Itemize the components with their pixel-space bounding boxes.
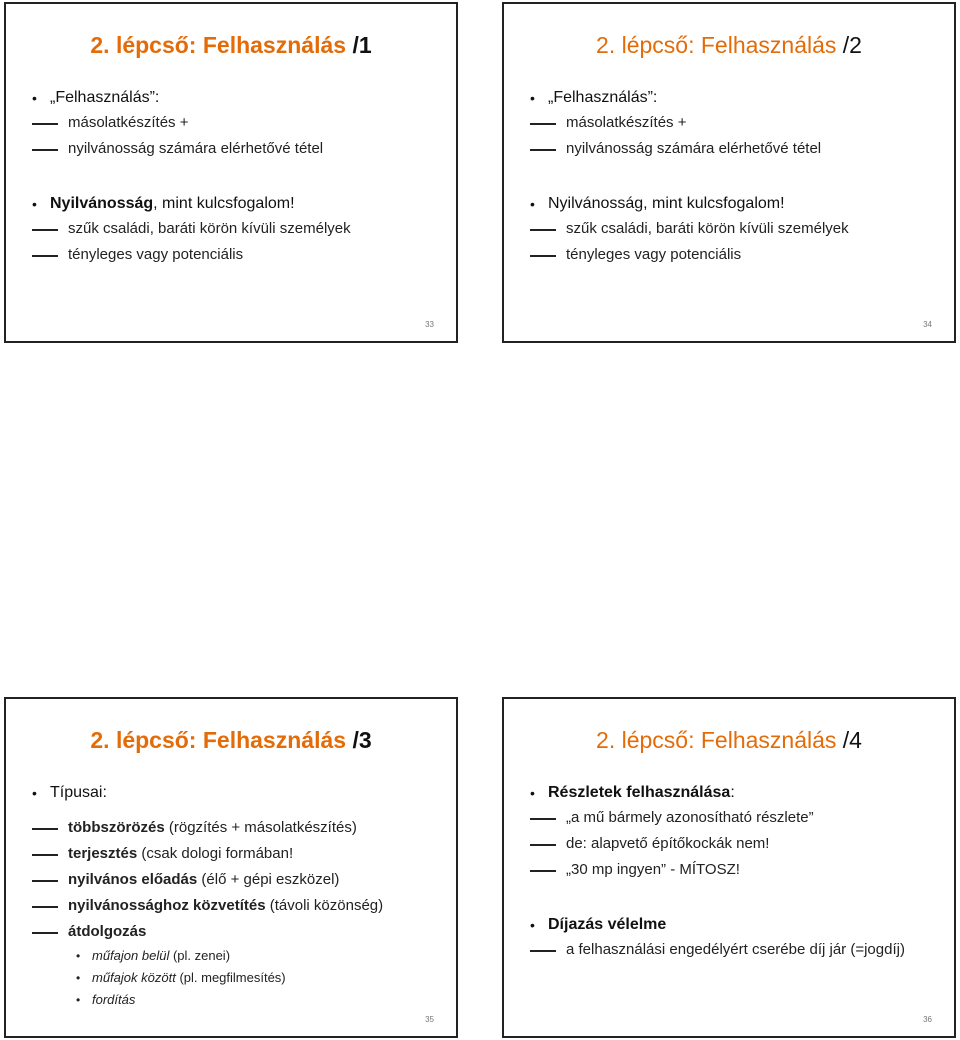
slide-body	[32, 86, 448, 268]
bullet-bold-text: Részletek felhasználása	[548, 784, 731, 801]
sub-bullet: „30 mp ingyen” - MÍTOSZ!	[530, 857, 946, 883]
slide-34	[502, 2, 956, 343]
bullet: • Nyilvánosság, mint kulcsfogalom!	[530, 192, 946, 216]
term-note: (rögzítés + másolatkészítés)	[164, 819, 357, 836]
term: nyilvánossághoz közvetítés	[68, 897, 266, 914]
subtype-note: fordítás	[92, 992, 136, 1007]
term-note: (élő + gépi eszközel)	[197, 871, 340, 888]
bullet	[32, 192, 448, 216]
title-number: /2	[842, 32, 862, 58]
title-text: 2. lépcső: Felhasználás	[596, 32, 837, 58]
bullet: • „Felhasználás”:	[530, 86, 946, 110]
bullet: • Típusai:	[32, 781, 448, 805]
slide-title	[6, 32, 456, 59]
sub-bullet: tényleges vagy potenciális	[32, 242, 448, 268]
sub-bullet: de: alapvető építőkockák nem!	[530, 831, 946, 857]
title-text: 2. lépcső: Felhasználás	[90, 727, 347, 753]
bullet: • „Felhasználás”:	[32, 86, 448, 110]
term: átdolgozás	[68, 923, 147, 940]
slide-35	[4, 697, 458, 1038]
sub-sub-bullet	[32, 945, 448, 967]
sub-bullet: nyilvánosság számára elérhetővé tétel	[32, 136, 448, 162]
term: többszörözés	[68, 819, 165, 836]
bullet-text: :	[730, 784, 735, 801]
title-number: /3	[352, 727, 372, 753]
title-text: 2. lépcső: Felhasználás	[596, 727, 837, 753]
sub-bullet	[32, 815, 448, 841]
slide-body	[530, 781, 946, 963]
slide-title	[504, 32, 954, 59]
sub-bullet: szűk családi, baráti körön kívüli személyek	[32, 216, 448, 242]
page-number: 35	[425, 1015, 434, 1024]
sub-bullet	[32, 893, 448, 919]
slide-title	[6, 727, 456, 754]
bullet	[530, 913, 946, 937]
slide-33	[4, 2, 458, 343]
term-note: (csak dologi formában!	[137, 845, 294, 862]
sub-bullet: „a mű bármely azonosítható részlete”	[530, 805, 946, 831]
title-number: /1	[352, 32, 372, 58]
sub-sub-bullet	[32, 989, 448, 1011]
sub-bullet	[32, 867, 448, 893]
sub-bullet: tényleges vagy potenciális	[530, 242, 946, 268]
slide-body	[530, 86, 946, 268]
sub-bullet: másolatkészítés +	[530, 110, 946, 136]
sub-bullet: nyilvánosság számára elérhetővé tétel	[530, 136, 946, 162]
bullet-bold-text: Díjazás vélelme	[548, 916, 667, 933]
slide-36	[502, 697, 956, 1038]
sub-bullet: a felhasználási engedélyért cserébe díj jár (=jogdíj)	[530, 937, 946, 963]
term: terjesztés	[68, 845, 138, 862]
subtype-note: (pl. zenei)	[169, 948, 231, 963]
page-number: 34	[923, 320, 932, 329]
page-number: 36	[923, 1015, 932, 1024]
bullet	[530, 781, 946, 805]
slide-title	[504, 727, 954, 754]
title-text: 2. lépcső: Felhasználás	[90, 32, 347, 58]
page-number: 33	[425, 320, 434, 329]
term-note: (távoli közönség)	[265, 897, 384, 914]
subtype-note: (pl. megfilmesítés)	[175, 970, 286, 985]
term: nyilvános előadás	[68, 871, 198, 888]
bullet-text: , mint kulcsfogalom!	[153, 195, 295, 212]
sub-bullet: másolatkészítés +	[32, 110, 448, 136]
sub-bullet	[32, 919, 448, 945]
subtype: műfajon belül	[92, 948, 170, 963]
bullet-bold-text: Nyilvánosság	[50, 195, 154, 212]
sub-bullet	[32, 841, 448, 867]
slide-body	[32, 781, 448, 1011]
sub-bullet: szűk családi, baráti körön kívüli személyek	[530, 216, 946, 242]
title-number: /4	[842, 727, 862, 753]
subtype: műfajok között	[92, 970, 176, 985]
sub-sub-bullet	[32, 967, 448, 989]
